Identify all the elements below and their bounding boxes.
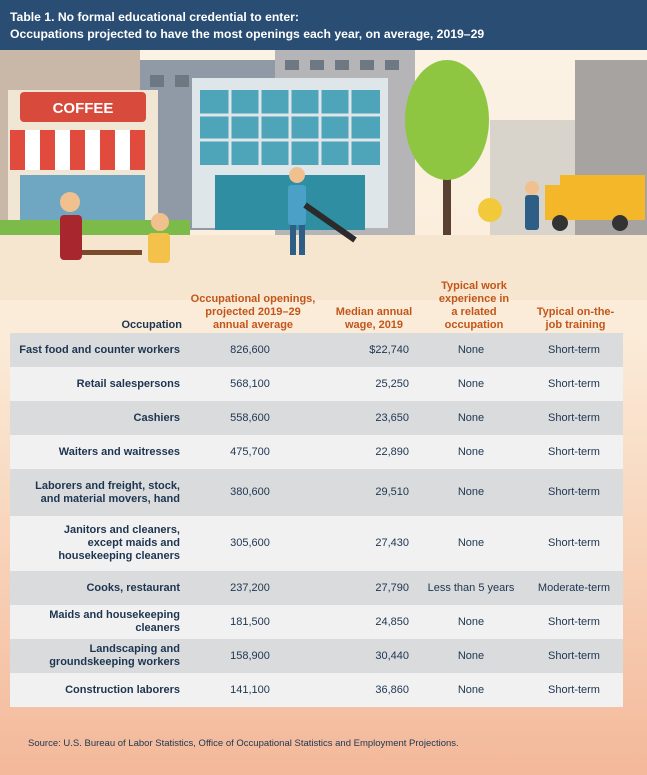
- occupation-cell: Fast food and counter workers: [19, 343, 180, 356]
- experience-cell: None: [457, 411, 485, 424]
- header-experience: Typical work experience in a related occupation: [438, 280, 510, 331]
- table-header: [0, 272, 647, 332]
- openings-cell: 475,700: [230, 445, 270, 458]
- header-training: Typical on-the- job training: [536, 306, 615, 331]
- title-line-2: Occupations projected to have the most openings each year, on average, 2019–29: [10, 27, 485, 41]
- wage-cell: 27,430: [375, 537, 409, 549]
- occupation-cell: Waiters and waitresses: [58, 445, 180, 458]
- table-row: [10, 605, 623, 639]
- openings-cell: 237,200: [230, 581, 270, 594]
- occupation-cell: Janitors and cleaners, except maids and housekeeping cleaners: [58, 524, 180, 562]
- occupation-cell: Cashiers: [133, 411, 180, 424]
- header-wage: Median annual wage, 2019: [335, 306, 413, 331]
- openings-cell: 158,900: [230, 649, 270, 662]
- openings-cell: 558,600: [230, 411, 270, 424]
- openings-cell: 181,500: [230, 615, 270, 628]
- openings-cell: 568,100: [230, 377, 270, 390]
- experience-cell: None: [457, 537, 485, 549]
- table-row: [10, 333, 623, 367]
- street-scene-graphic: [0, 50, 647, 300]
- wage-cell: 29,510: [375, 486, 409, 498]
- training-cell: Short-term: [548, 486, 600, 498]
- wage-cell: 23,650: [375, 411, 409, 424]
- training-cell: Short-term: [548, 411, 600, 424]
- openings-cell: 305,600: [230, 537, 270, 549]
- occupation-cell: Retail salespersons: [76, 377, 180, 390]
- experience-cell: None: [457, 683, 485, 696]
- occupations-table: [10, 333, 623, 707]
- header-openings: Occupational openings, projected 2019–29 annual average: [190, 293, 316, 331]
- wage-cell: 30,440: [375, 649, 409, 662]
- openings-cell: 826,600: [230, 343, 270, 356]
- openings-cell: 380,600: [230, 486, 270, 498]
- experience-cell: None: [457, 343, 485, 356]
- training-cell: Short-term: [548, 683, 600, 696]
- training-cell: Short-term: [548, 649, 600, 662]
- experience-cell: None: [457, 377, 485, 390]
- training-cell: Short-term: [548, 537, 600, 549]
- training-cell: Moderate-term: [537, 581, 611, 594]
- experience-cell: None: [457, 486, 485, 498]
- table-row: [10, 435, 623, 469]
- training-cell: Short-term: [548, 445, 600, 458]
- occupation-cell: Cooks, restaurant: [86, 581, 180, 594]
- wage-cell: 25,250: [375, 377, 409, 390]
- table-row: [10, 401, 623, 435]
- title-line-1: Table 1. No formal educational credential to enter:: [10, 10, 299, 24]
- table-row: [10, 469, 623, 516]
- training-cell: Short-term: [548, 343, 600, 356]
- occupation-cell: Construction laborers: [65, 683, 180, 696]
- occupation-cell: Landscaping and groundskeeping workers: [49, 643, 180, 668]
- wage-cell: $22,740: [369, 343, 409, 356]
- experience-cell: Less than 5 years: [427, 581, 515, 594]
- table-row: [10, 367, 623, 401]
- wage-cell: 27,790: [375, 581, 409, 594]
- openings-cell: 141,100: [230, 683, 270, 696]
- experience-cell: None: [457, 649, 485, 662]
- wage-cell: 36,860: [375, 683, 409, 696]
- table-row: [10, 639, 623, 673]
- table-row: [10, 516, 623, 571]
- header-occupation: Occupation: [121, 319, 182, 331]
- training-cell: Short-term: [548, 615, 600, 628]
- source-note: Source: U.S. Bureau of Labor Statistics, Office of Occupational Statistics and Employment Projections.: [28, 738, 459, 749]
- experience-cell: None: [457, 445, 485, 458]
- street-illustration: [0, 50, 647, 300]
- occupation-cell: Maids and housekeeping cleaners: [49, 609, 180, 634]
- wage-cell: 22,890: [375, 445, 409, 458]
- wage-cell: 24,850: [375, 615, 409, 628]
- table-title: [0, 0, 647, 50]
- training-cell: Short-term: [548, 377, 600, 390]
- coffee-sign-text: COFFEE: [52, 100, 114, 117]
- table-row: [10, 571, 623, 605]
- occupation-cell: Laborers and freight, stock, and material movers, hand: [35, 479, 180, 505]
- table-row: [10, 673, 623, 707]
- experience-cell: None: [457, 615, 485, 628]
